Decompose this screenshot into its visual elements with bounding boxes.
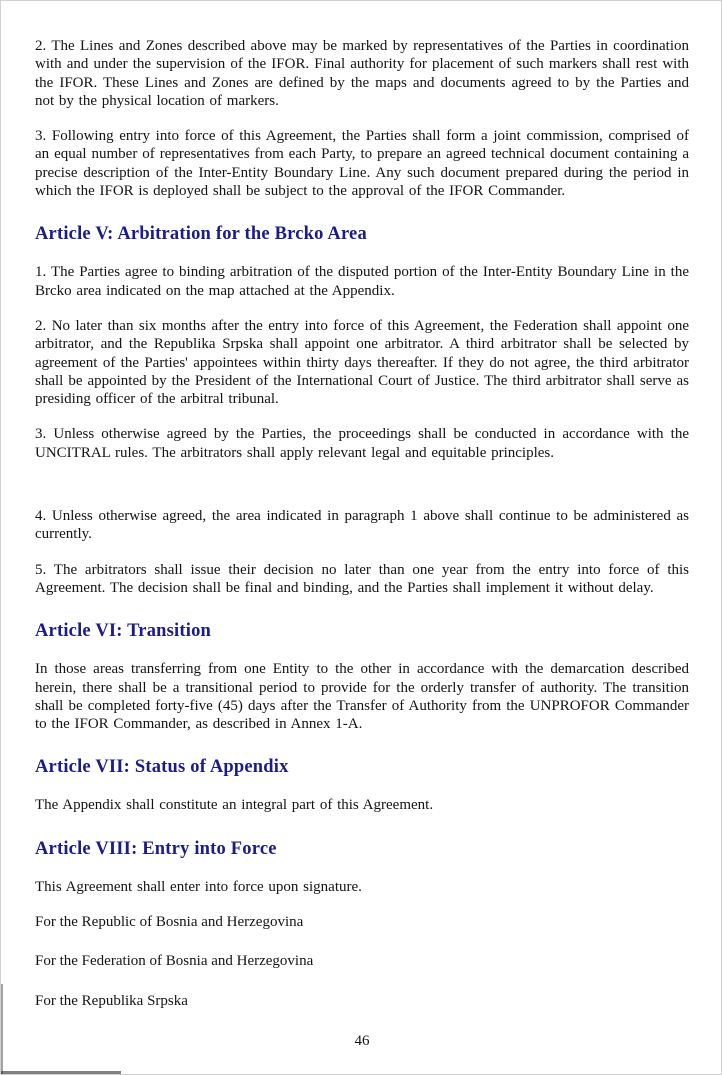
article-v-heading: Article V: Arbitration for the Brcko Area (35, 224, 367, 245)
article-viii-paragraph-1: This Agreement shall enter into force upon signature. (35, 878, 362, 895)
article-v-paragraph-5: 5. The arbitrators shall issue their decision no later than one year from the entry into force of this Agreement. The decision shall be final and binding, and the Parties shall implement it without delay. (35, 561, 689, 596)
paragraph-lines-zones-marking: 2. The Lines and Zones described above may be marked by representatives of the Parties in coordination with and under the supervision of the IFOR. Final authority for placement of such markers shall rest with the IFOR. These Lines and Zones are defined by the maps and documents agreed to by the Parties and not by the physical location of markers. (35, 38, 689, 109)
scan-artifact-left-edge (1, 984, 3, 1074)
signature-line-republic-bosnia: For the Republic of Bosnia and Herzegovina (35, 914, 304, 931)
article-v-paragraph-1: 1. The Parties agree to binding arbitration of the disputed portion of the Inter-Entity Boundary Line in the Brcko area indicated on the map attached at the Appendix. (35, 264, 689, 299)
article-vi-paragraph-1: In those areas transferring from one Entity to the other in accordance with the demarcation described herein, there shall be a transitional period to provide for the orderly transfer of authority. The transition shall be completed forty-five (45) days after the Transfer of Authority from the UNPROFOR Commander to the IFOR Commander, as described in Annex 1-A. (35, 661, 689, 733)
scan-artifact-bottom-edge (1, 1071, 121, 1074)
paragraph-joint-commission: 3. Following entry into force of this Agreement, the Parties shall form a joint commission, comprised of an equal number of representatives from each Party, to prepare an agreed technical document containing a precise description of the Inter-Entity Boundary Line. Any such document prepared during the period in which the IFOR is deployed shall be subject to the approval of the IFOR Commander. (35, 128, 689, 200)
article-viii-heading: Article VIII: Entry into Force (35, 838, 277, 859)
article-v-paragraph-2: 2. No later than six months after the entry into force of this Agreement, the Federation shall appoint one arbitrator, and the Republika Srpska shall appoint one arbitrator. A third arbitrator shall be selected by agreement of the Parties' appointees within thirty days thereafter. If they do not agree, the third arbitrator shall be appointed by the President of the International Court of Justice. The third arbitrator shall serve as presiding officer of the arbitral tribunal. (35, 317, 689, 408)
article-vii-paragraph-1: The Appendix shall constitute an integral part of this Agreement. (35, 797, 434, 814)
signature-line-republika-srpska: For the Republika Srpska (35, 992, 188, 1009)
article-vii-heading: Article VII: Status of Appendix (35, 757, 289, 778)
article-vi-heading: Article VI: Transition (35, 621, 212, 642)
article-v-paragraph-3: 3. Unless otherwise agreed by the Parties, the proceedings shall be conducted in accordance with the UNCITRAL rules. The arbitrators shall apply relevant legal and equitable principles. (35, 426, 689, 461)
signature-line-federation-bosnia: For the Federation of Bosnia and Herzegovina (35, 953, 314, 970)
page-number: 46 (354, 1033, 370, 1049)
article-v-paragraph-4: 4. Unless otherwise agreed, the area indicated in paragraph 1 above shall continue to be administered as currently. (35, 508, 689, 543)
